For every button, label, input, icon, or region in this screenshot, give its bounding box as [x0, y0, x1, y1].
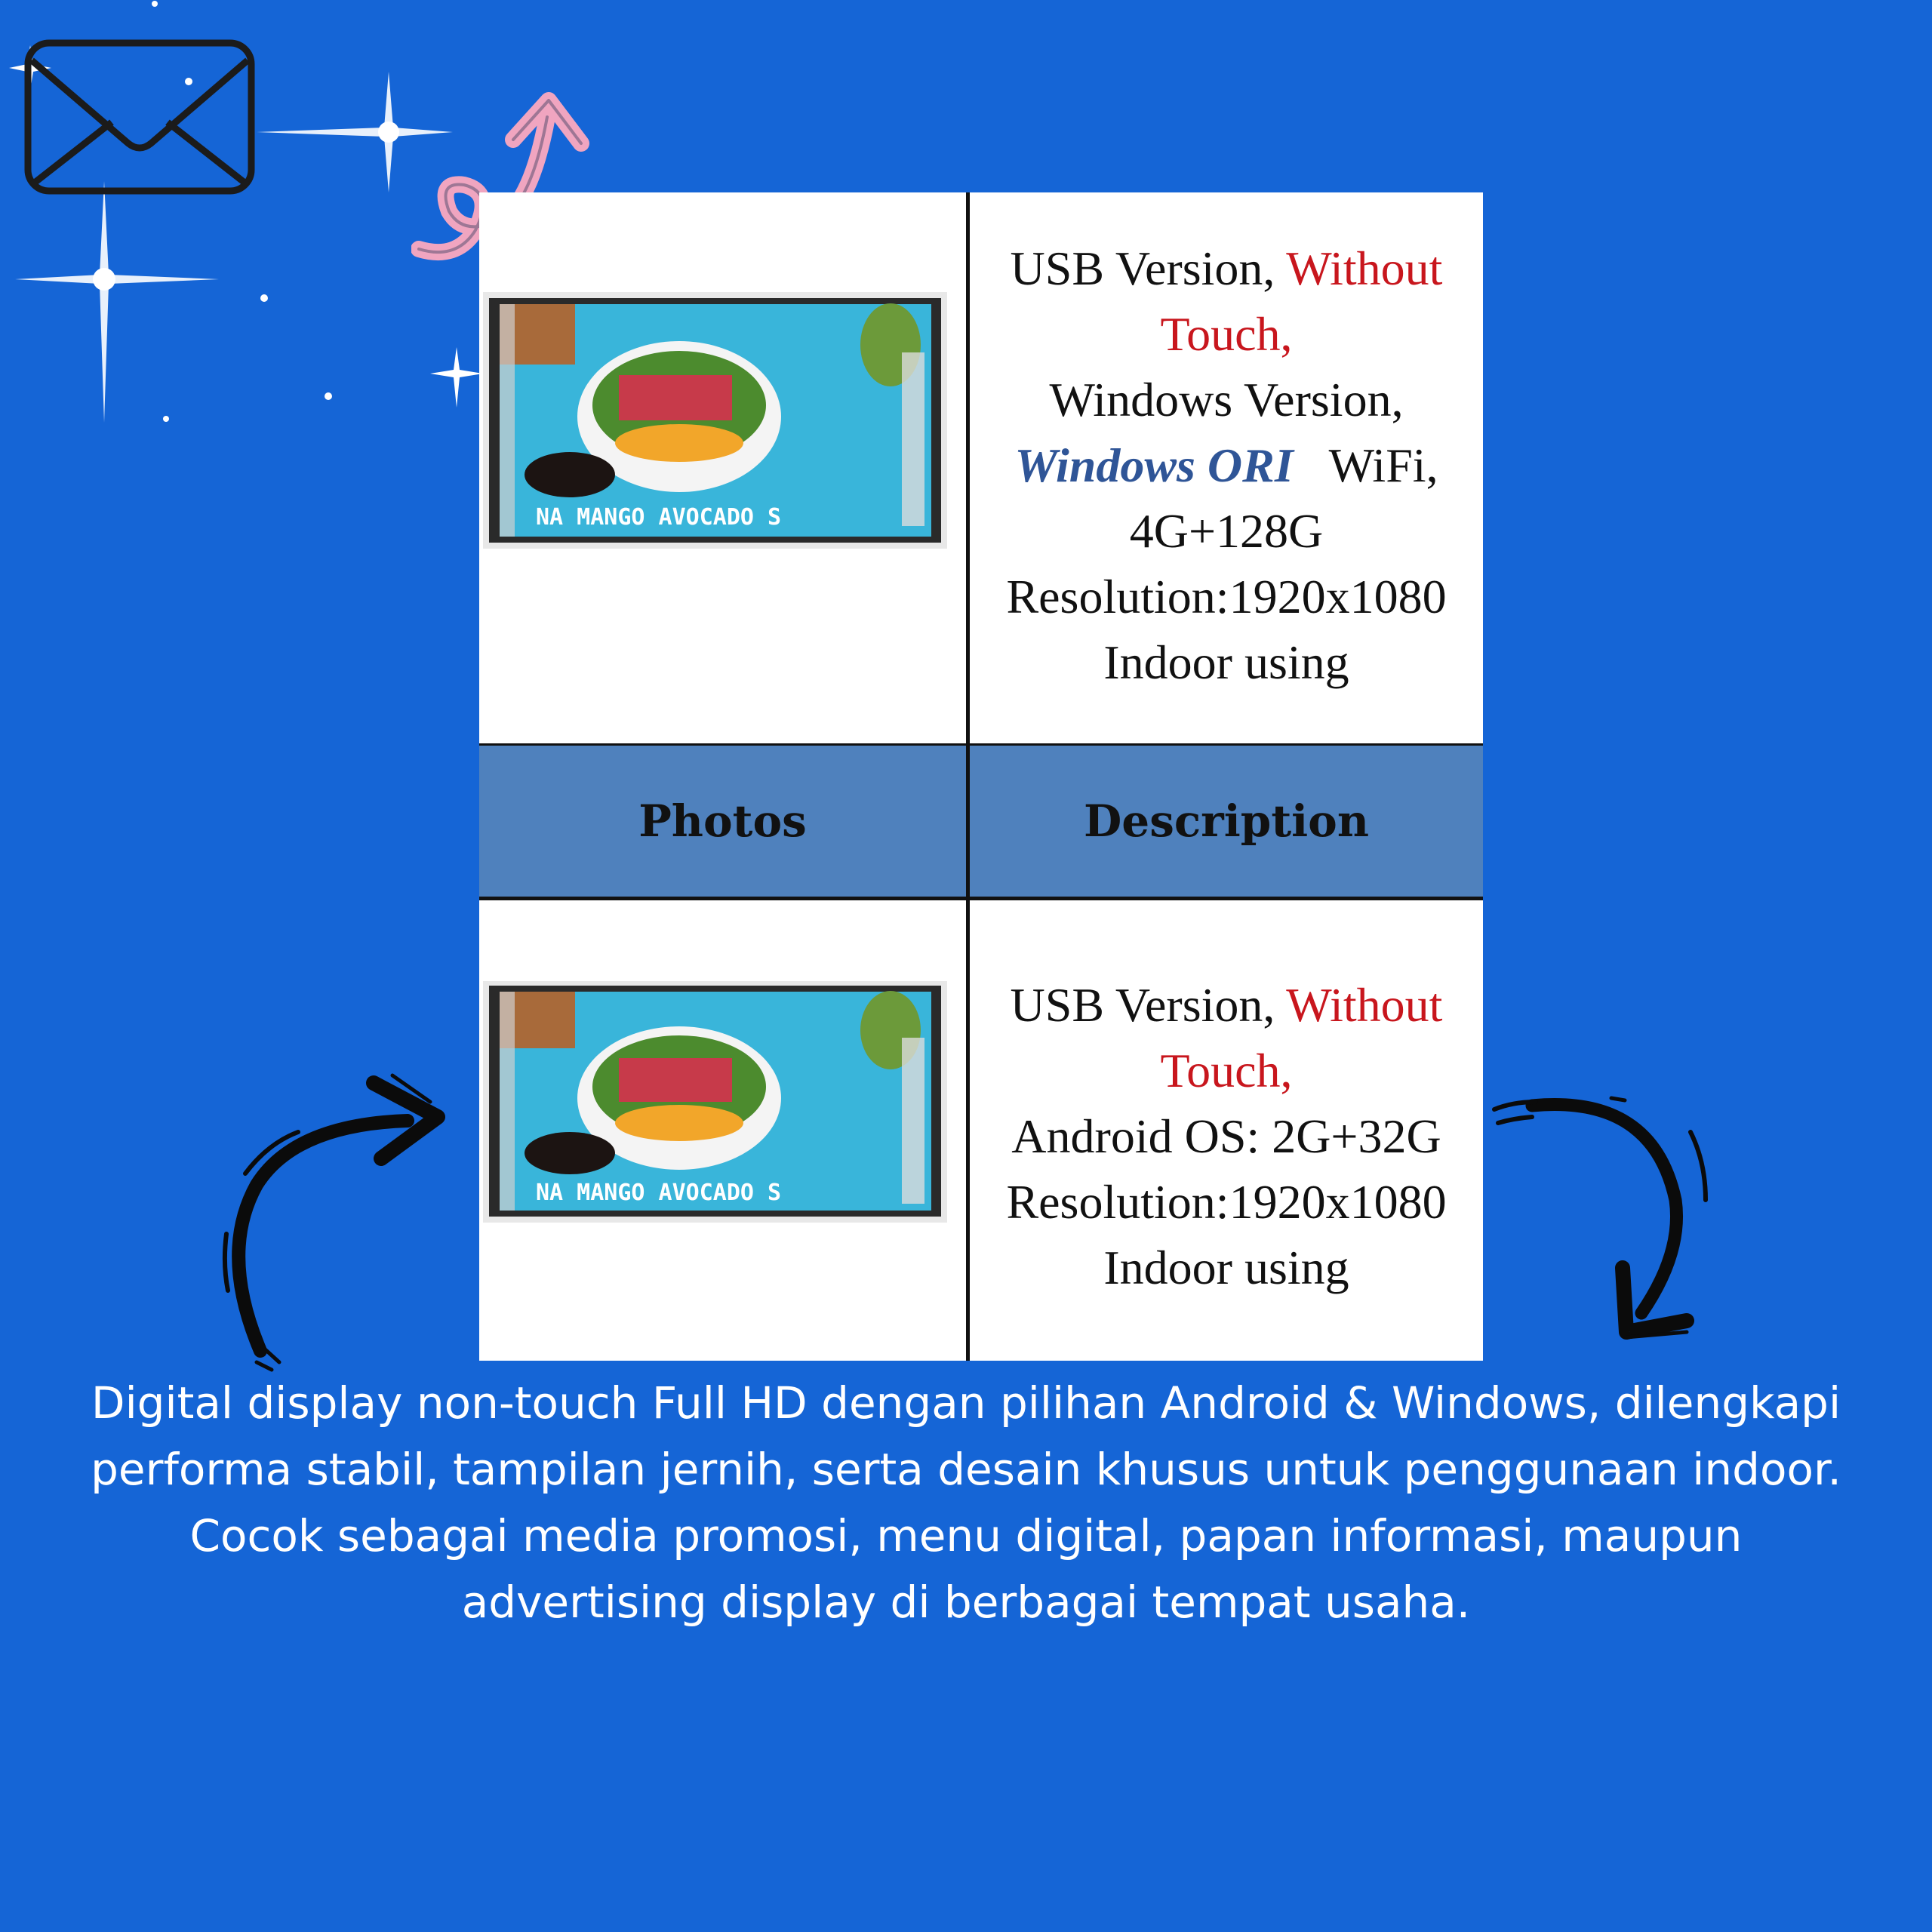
desc-line: Resolution:1920x1080 — [1006, 570, 1447, 623]
header-description: Description — [1084, 795, 1369, 847]
desc-line: Android OS: 2G+32G — [1011, 1109, 1441, 1163]
desc-line: Indoor using — [1103, 635, 1349, 689]
desc-highlight: Without — [1286, 978, 1443, 1032]
row-divider — [479, 897, 1483, 900]
desc-highlight: Without — [1286, 242, 1443, 295]
curved-arrow-right-icon — [211, 1072, 460, 1374]
spec-table — [479, 192, 1483, 1361]
desc-line: Resolution:1920x1080 — [1006, 1175, 1447, 1229]
desc-highlight: Touch, — [1160, 1044, 1293, 1097]
mail-icon — [23, 38, 257, 196]
table-header — [479, 746, 1483, 897]
description-cell — [970, 235, 1483, 695]
desc-line: Windows Version, — [1049, 373, 1404, 426]
desc-line: WiFi, — [1328, 438, 1438, 492]
desc-highlight: Touch, — [1160, 307, 1293, 361]
desc-highlight: Windows ORI — [1014, 438, 1294, 492]
header-photos: Photos — [638, 795, 807, 847]
curved-arrow-down-icon — [1491, 1087, 1717, 1351]
caption-text: Digital display non-touch Full HD dengan pilihan Android & Windows, dilengkapi performa stabil, tampilan jernih, serta desain khusus untuk penggunaan indoor. Cocok sebagai media promosi, menu digital, papan informasi, maupun advertising display di berbagai tempat usaha. — [91, 1377, 1841, 1628]
desc-line: USB Version, — [1010, 242, 1275, 295]
product-photo — [483, 292, 947, 549]
desc-line: Indoor using — [1103, 1241, 1349, 1294]
photo-overlay-text: NA MANGO AVOCADO S — [536, 1180, 782, 1206]
product-photo — [483, 981, 947, 1223]
description-cell — [970, 972, 1483, 1300]
desc-line: 4G+128G — [1129, 504, 1324, 558]
desc-line: USB Version, — [1010, 978, 1275, 1032]
photo-overlay-text: NA MANGO AVOCADO S — [536, 504, 782, 531]
